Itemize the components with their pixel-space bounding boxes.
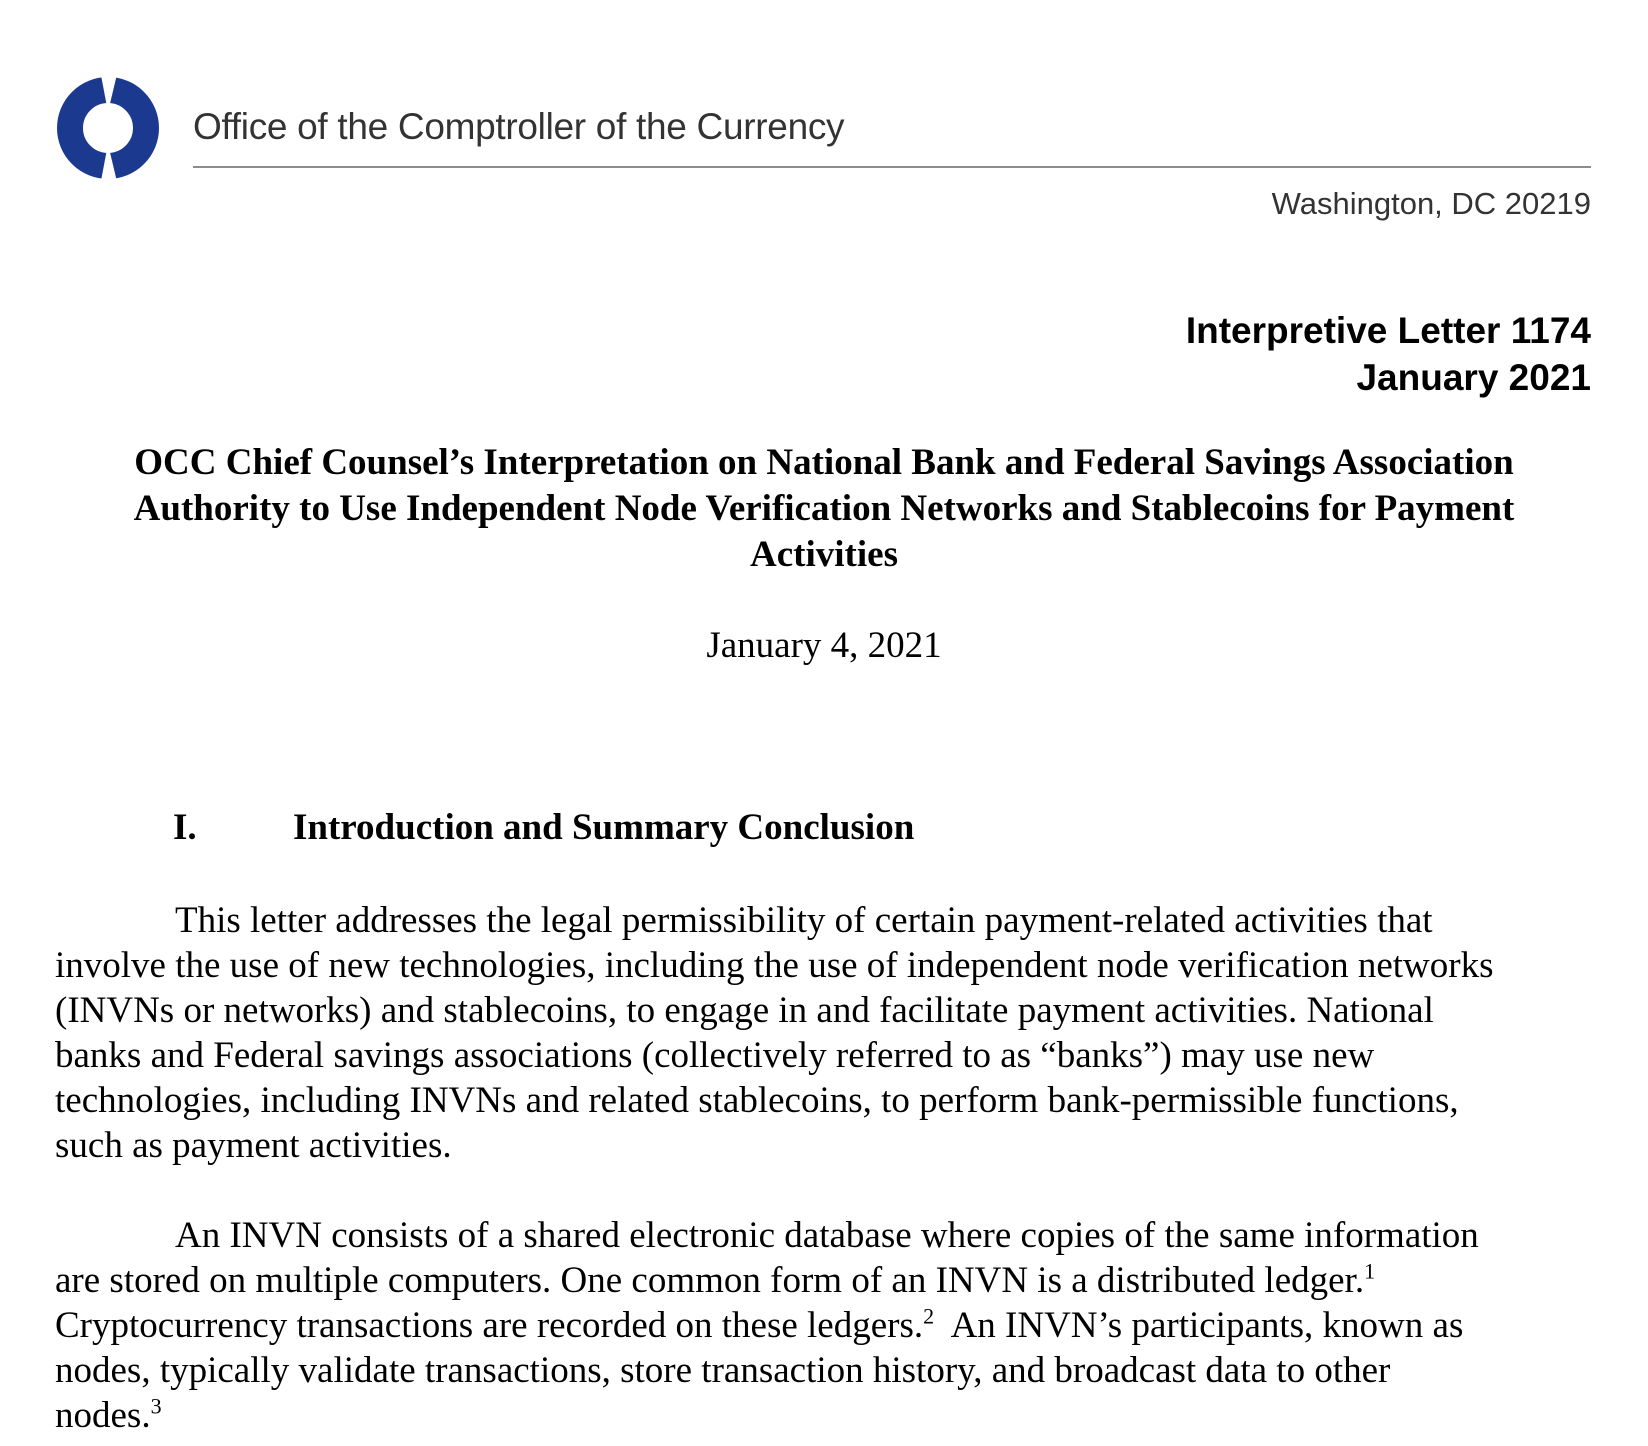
paragraph-line xyxy=(55,1258,1595,1303)
line-text: are stored on multiple computers. One common form of an INVN is a distributed ledger. xyxy=(55,1260,1365,1301)
document-title xyxy=(60,440,1588,578)
paragraph-line: An INVN consists of a shared electronic database where copies of the same information xyxy=(175,1215,1479,1256)
footnote-ref-3[interactable]: 3 xyxy=(150,1393,162,1419)
paragraph-line: banks and Federal savings associations (collectively referred to as “banks”) may use new xyxy=(55,1035,1375,1076)
paragraph-line: technologies, including INVNs and related stablecoins, to perform bank-permissible functions, xyxy=(55,1080,1459,1121)
letter-month: January 2021 xyxy=(1356,357,1591,398)
paragraph-line: This letter addresses the legal permissibility of certain payment-related activities that xyxy=(175,900,1433,941)
section-number: I. xyxy=(173,807,197,848)
paragraph-line: such as payment activities. xyxy=(55,1125,452,1166)
letter-meta xyxy=(1186,307,1591,401)
header-divider xyxy=(193,166,1591,168)
line-text: nodes. xyxy=(55,1395,151,1436)
title-line: OCC Chief Counsel’s Interpretation on National Bank and Federal Savings Association xyxy=(134,442,1514,483)
paragraph-line: nodes, typically validate transactions, store transaction history, and broadcast data to other xyxy=(55,1350,1391,1391)
title-line: Authority to Use Independent Node Verification Networks and Stablecoins for Payment xyxy=(133,488,1515,529)
line-text: An INVN’s participants, known as xyxy=(934,1305,1464,1346)
paragraph-line xyxy=(55,1303,1595,1348)
document-date: January 4, 2021 xyxy=(706,625,942,666)
paragraph-line: involve the use of new technologies, including the use of independent node verification networks xyxy=(55,945,1494,986)
paragraph-invn xyxy=(55,1213,1595,1438)
letter-number: Interpretive Letter 1174 xyxy=(1185,310,1591,351)
line-text: Cryptocurrency transactions are recorded on these ledgers. xyxy=(55,1305,924,1346)
paragraph-line: (INVNs or networks) and stablecoins, to engage in and facilitate payment activities. National xyxy=(55,990,1434,1031)
agency-address: Washington, DC 20219 xyxy=(1271,186,1591,221)
section-title: Introduction and Summary Conclusion xyxy=(293,807,915,848)
agency-name: Office of the Comptroller of the Currency xyxy=(193,106,845,147)
footnote-ref-2[interactable]: 2 xyxy=(923,1303,935,1329)
occ-logo-icon xyxy=(52,72,164,184)
footnote-ref-1[interactable]: 1 xyxy=(1364,1258,1376,1284)
paragraph-line xyxy=(55,1393,1595,1438)
title-line: Activities xyxy=(750,534,898,575)
paragraph-introduction xyxy=(55,898,1595,1168)
